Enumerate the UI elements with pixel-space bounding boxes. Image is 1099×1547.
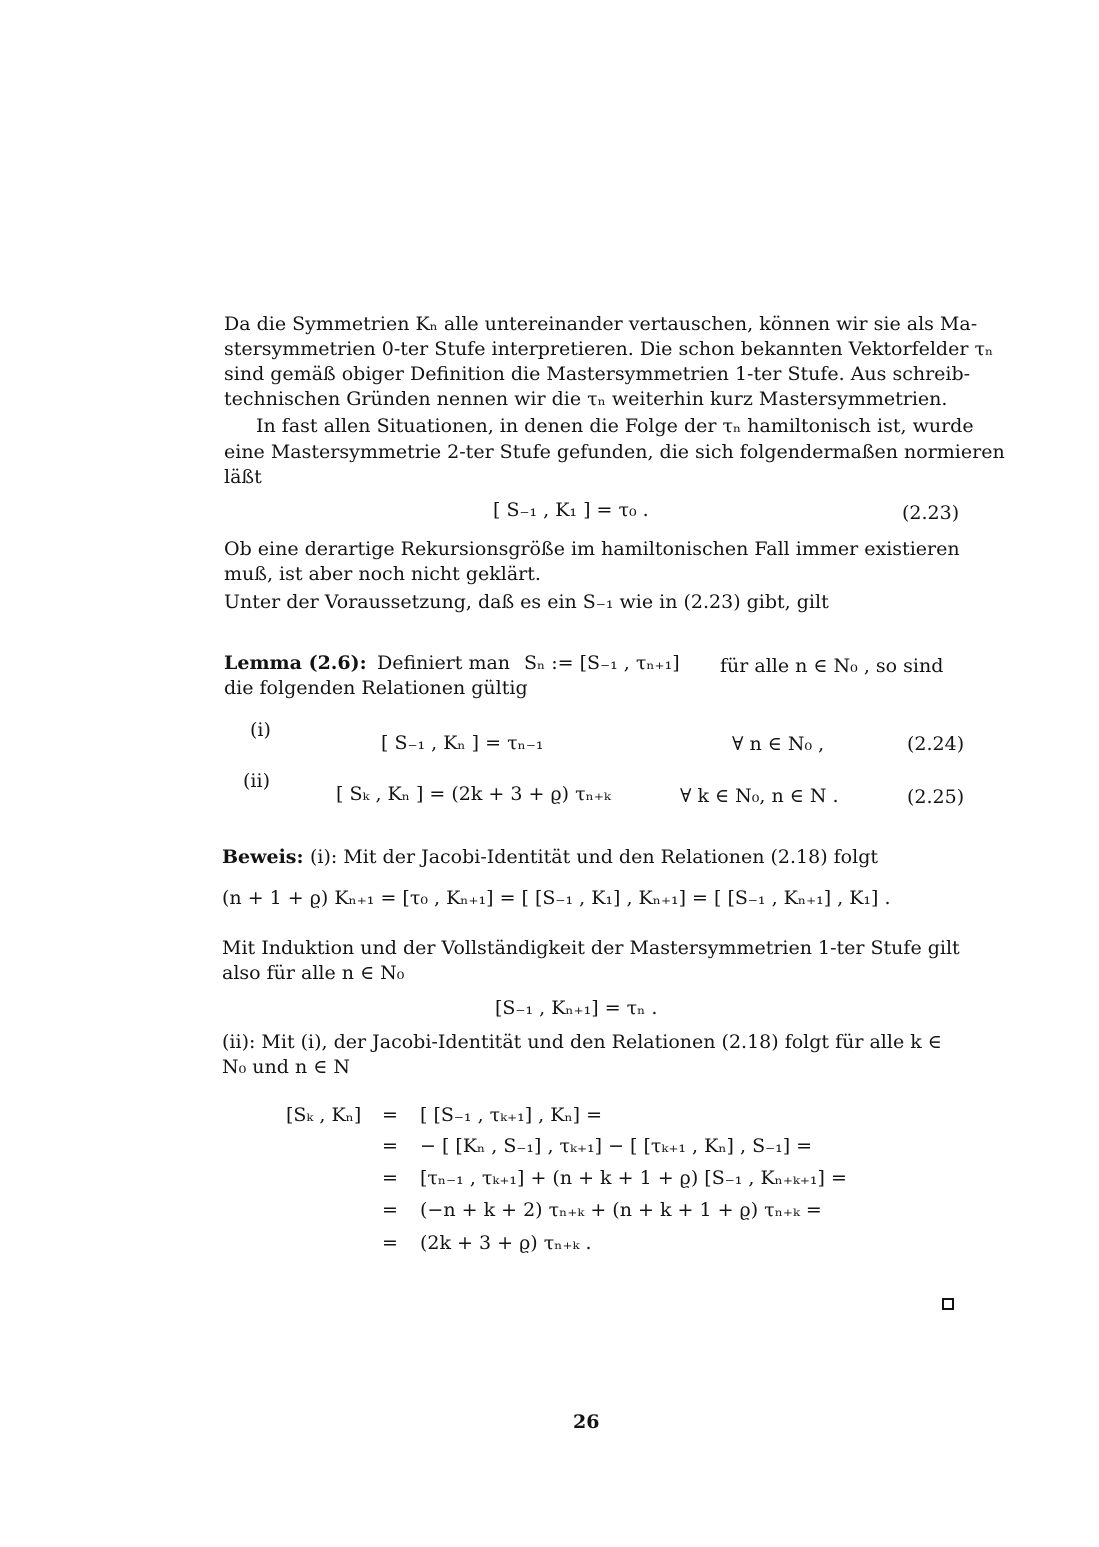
qed-square-icon xyxy=(942,1298,954,1310)
lemma-item-label-i: (i) xyxy=(250,719,271,741)
align-lhs: [Sₖ , Kₙ] xyxy=(286,1104,362,1126)
intro-line-7: läßt xyxy=(224,466,262,488)
align-row-1: [ [S₋₁ , τₖ₊₁] , Kₙ] = xyxy=(420,1104,603,1126)
proof-equation-1: (n + 1 + ϱ) Kₙ₊₁ = [τ₀ , Kₙ₊₁] = [ [S₋₁ , K₁] , Kₙ₊₁] = [ [S₋₁ , Kₙ₊₁] , K₁] . xyxy=(222,887,891,909)
lemma-item-cond-ii: ∀ k ∈ N₀, n ∈ N . xyxy=(680,785,839,807)
align-row-3: [τₙ₋₁ , τₖ₊₁] + (n + k + 1 + ϱ) [S₋₁ , Kₙ₊ₖ₊₁] = xyxy=(420,1167,847,1189)
proof-title: Beweis: xyxy=(222,846,304,868)
align-row-5: (2k + 3 + ϱ) τₙ₊ₖ . xyxy=(420,1232,592,1254)
align-eq-sign-3: = xyxy=(382,1167,398,1189)
lemma-item-formula-i: [ S₋₁ , Kₙ ] = τₙ₋₁ xyxy=(381,732,544,754)
equation-number-2-23: (2.23) xyxy=(902,502,960,524)
equation-2-23: [ S₋₁ , K₁ ] = τ₀ . xyxy=(493,499,649,521)
lemma-item-label-ii: (ii) xyxy=(243,770,270,792)
lemma-item-cond-i: ∀ n ∈ N₀ , xyxy=(732,733,825,755)
align-eq-sign-4: = xyxy=(382,1199,398,1221)
lemma-line1-text: Definiert man xyxy=(377,652,511,674)
after-eq-line-1: Ob eine derartige Rekursionsgröße im hamiltonischen Fall immer existieren xyxy=(224,538,960,560)
intro-line-1: Da die Symmetrien Kₙ alle untereinander vertauschen, können wir sie als Ma- xyxy=(224,313,978,335)
align-row-4: (−n + k + 2) τₙ₊ₖ + (n + k + 1 + ϱ) τₙ₊ₖ = xyxy=(420,1199,822,1221)
intro-line-3: sind gemäß obiger Definition die Mastersymmetrien 1-ter Stufe. Aus schreib- xyxy=(224,363,971,385)
intro-line-4: technischen Gründen nennen wir die τₙ weiterhin kurz Mastersymmetrien. xyxy=(224,388,948,410)
proof-line-3: also für alle n ∈ N₀ xyxy=(222,962,405,984)
intro-line-5: In fast allen Situationen, in denen die Folge der τₙ hamiltonisch ist, wurde xyxy=(256,415,974,437)
proof-line-4: (ii): Mit (i), der Jacobi-Identität und den Relationen (2.18) folgt für alle k ∈ xyxy=(222,1031,942,1053)
lemma-line2: die folgenden Relationen gültig xyxy=(224,677,528,699)
proof-line-5: N₀ und n ∈ N xyxy=(222,1056,350,1078)
intro-line-6: eine Mastersymmetrie 2-ter Stufe gefunden, die sich folgendermaßen normieren xyxy=(224,441,1005,463)
align-row-2: − [ [Kₙ , S₋₁] , τₖ₊₁] − [ [τₖ₊₁ , Kₙ] , S₋₁] = xyxy=(420,1135,813,1157)
after-eq-line-2: muß, ist aber noch nicht geklärt. xyxy=(224,563,541,585)
lemma-definition-formula: Sₙ := [S₋₁ , τₙ₊₁] xyxy=(524,652,680,674)
align-eq-sign-5: = xyxy=(382,1232,398,1254)
after-eq-line-3: Unter der Voraussetzung, daß es ein S₋₁ wie in (2.23) gibt, gilt xyxy=(224,591,829,613)
proof-line-2: Mit Induktion und der Vollständigkeit der Mastersymmetrien 1-ter Stufe gilt xyxy=(222,937,960,959)
proof-line-1: (i): Mit der Jacobi-Identität und den Relationen (2.18) folgt xyxy=(310,846,878,868)
equation-number-2-24: (2.24) xyxy=(907,733,965,755)
lemma-line1-rest: für alle n ∈ N₀ , so sind xyxy=(720,655,944,677)
align-eq-sign-2: = xyxy=(382,1135,398,1157)
align-eq-sign-1: = xyxy=(382,1104,398,1126)
proof-equation-2: [S₋₁ , Kₙ₊₁] = τₙ . xyxy=(495,997,658,1019)
equation-number-2-25: (2.25) xyxy=(907,786,965,808)
lemma-item-formula-ii: [ Sₖ , Kₙ ] = (2k + 3 + ϱ) τₙ₊ₖ xyxy=(336,783,611,805)
page-number: 26 xyxy=(573,1411,600,1433)
intro-line-2: stersymmetrien 0-ter Stufe interpretieren. Die schon bekannten Vektorfelder τₙ xyxy=(224,338,994,360)
lemma-title: Lemma (2.6): xyxy=(224,652,367,674)
